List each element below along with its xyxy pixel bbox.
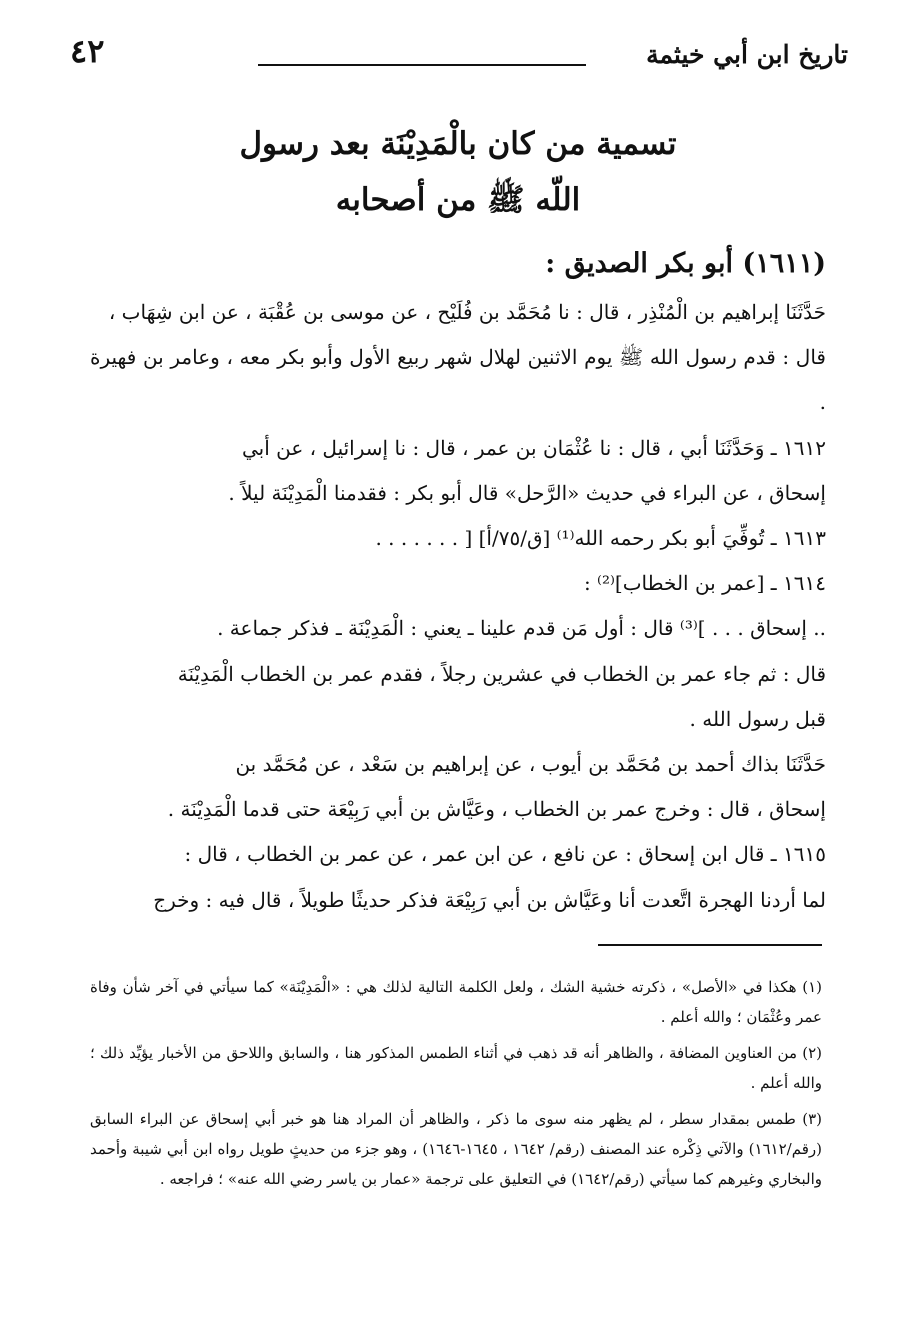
running-header — [70, 32, 848, 76]
chapter-heading-line-2: اللّه ﷺ من أصحابه — [335, 182, 581, 218]
chapter-heading — [130, 116, 786, 228]
text-line: قال : قدم رسول الله ﷺ يوم الاثنين لهلال شهر ربيع الأول وأبو بكر معه ، وعامر بن فهيرة . — [90, 345, 826, 415]
text-line: إسحاق ، قال : وخرج عمر بن الخطاب ، وعَيَّاش بن أبي رَبِيْعَة حتى قدما الْمَدِيْنَة . — [167, 797, 826, 822]
footnote-separator — [598, 944, 822, 946]
footnote-1: (١) هكذا في «الأصل» ، ذكرته خشية الشك ، ولعل الكلمة التالية لذلك هي : «الْمَدِيْنَة» كما سيأتي في آخر شأن وفاة عمر وعُثْمَان ؛ والله أعلم . — [90, 978, 822, 1026]
page-number: ٤٢ — [70, 32, 105, 70]
text-line: ١٦١٥ ـ قال ابن إسحاق : عن نافع ، عن ابن عمر ، عن عمر بن الخطاب ، قال : — [184, 842, 826, 867]
text-line: حَدَّثَنَا إبراهيم بن الْمُنْذِر ، قال : نا مُحَمَّد بن فُلَيْح ، عن موسى بن عُقْبَة ، عن ابن شِهَاب ، — [108, 300, 826, 324]
footnote-2: (٢) من العناوين المضافة ، والظاهر أنه قد ذهب في أثناء الطمس المذكور هنا ، والسابق واللاحق من الأخبار يؤيِّد ذلك ؛ والله أعلم . — [90, 1044, 822, 1092]
text-line: حَدَّثَنَا بذاك أحمد بن مُحَمَّد بن أيوب ، عن إبراهيم بن سَعْد ، عن مُحَمَّد بن — [235, 752, 826, 777]
entry-1611-title: (١٦١١) أبو بكر الصديق : — [545, 248, 826, 279]
text-line: ١٦١٣ ـ تُوفِّيَ أبو بكر رحمه الله⁽¹⁾ [ق/٧٥/أ] [ . . . . . . . — [375, 526, 826, 551]
text-line: .. إسحاق . . . ]⁽³⁾ قال : أول مَن قدم علينا ـ يعني : الْمَدِيْنَة ـ فذكر جماعة . — [217, 616, 826, 641]
text-line: إسحاق ، عن البراء في حديث «الرَّحل» قال أبو بكر : فقدمنا الْمَدِيْنَة ليلاً . — [228, 480, 826, 505]
footnotes — [90, 972, 822, 1200]
text-line: ١٦١٤ ـ [عمر بن الخطاب]⁽²⁾ : — [583, 571, 826, 596]
header-rule — [258, 64, 586, 66]
text-line: قال : ثم جاء عمر بن الخطاب في عشرين رجلاً ، فقدم عمر بن الخطاب الْمَدِيْنَة — [177, 661, 826, 686]
chapter-heading-line-1: تسمية من كان بالْمَدِيْنَة بعد رسول — [239, 126, 677, 162]
text-line: قبل رسول الله . — [689, 706, 826, 731]
text-line: ١٦١٢ ـ وَحَدَّثَنَا أبي ، قال : نا عُثْمَان بن عمر ، قال : نا إسرائيل ، عن أبي — [241, 435, 826, 460]
footnote-3: (٣) طمس بمقدار سطر ، لم يظهر منه سوى ما ذكر ، والظاهر أن المراد هنا هو خبر أبي إسحاق عن البراء السابق (رقم/١٦١٢) والآتي ذِكْره عند المصنف (رقم/ ١٦٤٢ ، ١٦٤٥-١٦٤٦) ، وهو جزء من حديثٍ طويل رواه ابن أبي شيبة وأحمد والبخاري وغيرهم كما سيأتي (رقم/١٦٤٢) في التعليق على ترجمة «عمار بن ياسر رضي الله عنه» ؛ فراجعه . — [90, 1110, 822, 1188]
main-text — [90, 238, 826, 923]
book-title: تاريخ ابن أبي خيثمة — [646, 40, 848, 69]
text-line: لما أردنا الهجرة اتَّعدت أنا وعَيَّاش بن أبي رَبِيْعَة فذكر حديثًا طويلاً ، قال فيه : وخرج — [153, 887, 826, 912]
